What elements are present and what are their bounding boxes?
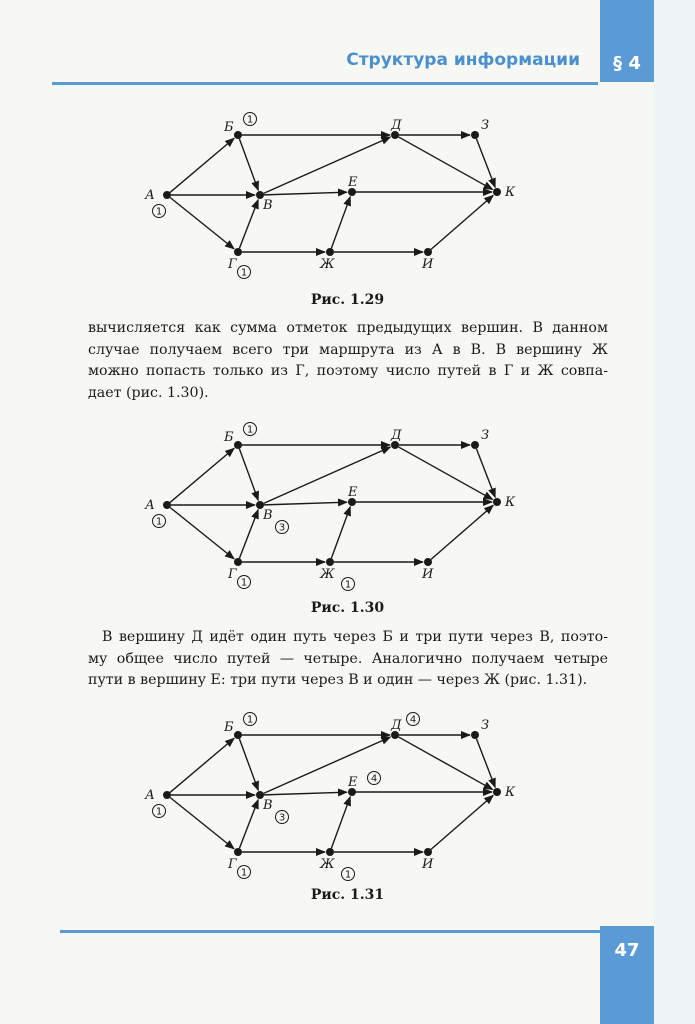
vertex-label: К bbox=[505, 785, 516, 800]
svg-text:1: 1 bbox=[240, 267, 248, 279]
vertex-label: И bbox=[422, 257, 434, 272]
edge-A-G bbox=[170, 798, 234, 849]
vertex-B bbox=[234, 731, 242, 739]
edge-Zh-E bbox=[331, 797, 350, 849]
vertex-label: Б bbox=[224, 430, 234, 445]
vertex-label: Б bbox=[224, 720, 234, 735]
vertex-label: Д bbox=[391, 428, 402, 443]
vertex-mark bbox=[368, 772, 381, 785]
svg-text:1: 1 bbox=[155, 806, 163, 818]
vertex-K bbox=[493, 188, 501, 196]
vertex-mark bbox=[153, 515, 166, 528]
vertex-label: Д bbox=[391, 718, 402, 733]
svg-text:1: 1 bbox=[246, 714, 254, 726]
vertex-label: И bbox=[422, 857, 434, 872]
vertex-label: Ж bbox=[320, 257, 335, 272]
text-line: дает (рис. 1.30). bbox=[88, 384, 209, 401]
vertex-mark bbox=[244, 423, 257, 436]
vertex-I bbox=[424, 248, 432, 256]
vertex-label: Г bbox=[228, 257, 237, 272]
vertex-label: В bbox=[263, 198, 273, 213]
vertex-mark bbox=[407, 713, 420, 726]
edge-V-E bbox=[264, 192, 347, 195]
figure-1-29 bbox=[0, 95, 695, 290]
page-number-tab bbox=[600, 926, 654, 1024]
edge-A-G bbox=[170, 198, 234, 249]
text-line: му общее число путей — четыре. Аналогично получаем четыре bbox=[88, 650, 608, 667]
vertex-A bbox=[163, 791, 171, 799]
vertex-K bbox=[493, 788, 501, 796]
text-line: вычисляется как сумма отметок предыдущих вершин. В данном bbox=[88, 320, 608, 336]
figure-1-30 bbox=[0, 405, 695, 600]
edge-I-K bbox=[431, 195, 493, 249]
figure-caption: Рис. 1.31 bbox=[310, 887, 385, 903]
svg-text:1: 1 bbox=[344, 579, 352, 591]
edge-A-B bbox=[170, 448, 234, 502]
vertex-label: Г bbox=[228, 857, 237, 872]
vertex-label: К bbox=[505, 185, 516, 200]
vertex-Zh bbox=[326, 558, 334, 566]
edge-G-V bbox=[239, 800, 258, 849]
footer-rule bbox=[60, 930, 610, 933]
edge-I-K bbox=[431, 795, 493, 849]
edge-Z-K bbox=[476, 449, 495, 498]
edge-Zh-E bbox=[331, 197, 350, 249]
vertex-label: Д bbox=[391, 118, 402, 133]
vertex-label: Ж bbox=[320, 567, 335, 582]
edge-G-V bbox=[239, 200, 258, 249]
vertex-label: Ж bbox=[320, 857, 335, 872]
vertex-Z bbox=[471, 731, 479, 739]
svg-text:1: 1 bbox=[246, 424, 254, 436]
graph-diagram-1-30 bbox=[0, 405, 695, 600]
vertex-mark bbox=[342, 578, 355, 591]
edge-A-G bbox=[170, 508, 234, 559]
vertex-label: З bbox=[481, 118, 490, 133]
edge-V-D bbox=[264, 447, 391, 503]
graph-diagram-1-29 bbox=[0, 95, 695, 290]
edge-Zh-E bbox=[331, 507, 350, 559]
text-line: пути в вершину Е: три пути через В и один — через Ж (рис. 1.31). bbox=[88, 672, 588, 688]
section-number: § 4 bbox=[613, 53, 641, 74]
vertex-A bbox=[163, 501, 171, 509]
chapter-title: Структура информации bbox=[346, 50, 580, 70]
vertex-label: З bbox=[481, 718, 490, 733]
svg-text:3: 3 bbox=[278, 522, 286, 534]
header-rule bbox=[52, 82, 598, 85]
edge-A-B bbox=[170, 138, 234, 192]
vertex-B bbox=[234, 131, 242, 139]
edge-V-E bbox=[264, 502, 347, 505]
edge-V-E bbox=[264, 792, 347, 795]
vertex-label: Е bbox=[348, 775, 358, 790]
vertex-mark bbox=[342, 868, 355, 881]
vertex-Zh bbox=[326, 848, 334, 856]
vertex-label: Е bbox=[348, 485, 358, 500]
edge-B-V bbox=[239, 449, 258, 501]
vertex-label: В bbox=[263, 798, 273, 813]
vertex-mark bbox=[238, 576, 251, 589]
vertex-label: Б bbox=[224, 120, 234, 135]
vertex-I bbox=[424, 558, 432, 566]
svg-text:4: 4 bbox=[409, 714, 417, 726]
section-tab bbox=[600, 0, 654, 82]
vertex-K bbox=[493, 498, 501, 506]
edge-A-B bbox=[170, 738, 234, 792]
figure-caption: Рис. 1.30 bbox=[310, 600, 385, 616]
svg-text:4: 4 bbox=[370, 773, 378, 785]
text-line: можно попасть только из Г, поэтому число путей в Г и Ж совпа- bbox=[88, 363, 608, 379]
vertex-G bbox=[234, 848, 242, 856]
text-line: В вершину Д идёт один путь через Б и три пути через В, поэто- bbox=[102, 629, 608, 645]
svg-text:3: 3 bbox=[278, 812, 286, 824]
text-line: случае получаем всего три маршрута из А в В. В вершину Ж bbox=[88, 341, 608, 358]
vertex-label: А bbox=[145, 188, 155, 203]
vertex-label: Е bbox=[348, 175, 358, 190]
vertex-Zh bbox=[326, 248, 334, 256]
vertex-G bbox=[234, 558, 242, 566]
vertex-mark bbox=[153, 805, 166, 818]
vertex-label: К bbox=[505, 495, 516, 510]
vertex-label: З bbox=[481, 428, 490, 443]
vertex-Z bbox=[471, 441, 479, 449]
paragraph-2 bbox=[88, 627, 608, 692]
edge-V-D bbox=[264, 737, 391, 793]
graph-diagram-1-31 bbox=[0, 695, 695, 885]
edge-V-D bbox=[264, 137, 391, 193]
vertex-Z bbox=[471, 131, 479, 139]
edge-I-K bbox=[431, 505, 493, 559]
edge-Z-K bbox=[476, 739, 495, 788]
vertex-label: А bbox=[145, 788, 155, 803]
vertex-mark bbox=[238, 866, 251, 879]
vertex-mark bbox=[244, 113, 257, 126]
vertex-mark bbox=[238, 266, 251, 279]
figure-1-31 bbox=[0, 695, 695, 885]
vertex-I bbox=[424, 848, 432, 856]
page-number: 47 bbox=[614, 940, 640, 961]
edge-Z-K bbox=[476, 139, 495, 188]
svg-text:1: 1 bbox=[240, 867, 248, 879]
svg-text:1: 1 bbox=[344, 869, 352, 881]
vertex-mark bbox=[276, 521, 289, 534]
vertex-label: Г bbox=[228, 567, 237, 582]
svg-text:1: 1 bbox=[240, 577, 248, 589]
vertex-A bbox=[163, 191, 171, 199]
edge-G-V bbox=[239, 510, 258, 559]
paragraph-1 bbox=[88, 318, 608, 404]
figure-caption: Рис. 1.29 bbox=[310, 292, 385, 308]
vertex-B bbox=[234, 441, 242, 449]
svg-text:1: 1 bbox=[155, 516, 163, 528]
vertex-mark bbox=[153, 205, 166, 218]
edge-B-V bbox=[239, 139, 258, 191]
vertex-label: И bbox=[422, 567, 434, 582]
vertex-mark bbox=[276, 811, 289, 824]
svg-text:1: 1 bbox=[246, 114, 254, 126]
svg-text:1: 1 bbox=[155, 206, 163, 218]
vertex-G bbox=[234, 248, 242, 256]
vertex-mark bbox=[244, 713, 257, 726]
edge-B-V bbox=[239, 739, 258, 791]
vertex-label: В bbox=[263, 508, 273, 523]
vertex-label: А bbox=[145, 498, 155, 513]
